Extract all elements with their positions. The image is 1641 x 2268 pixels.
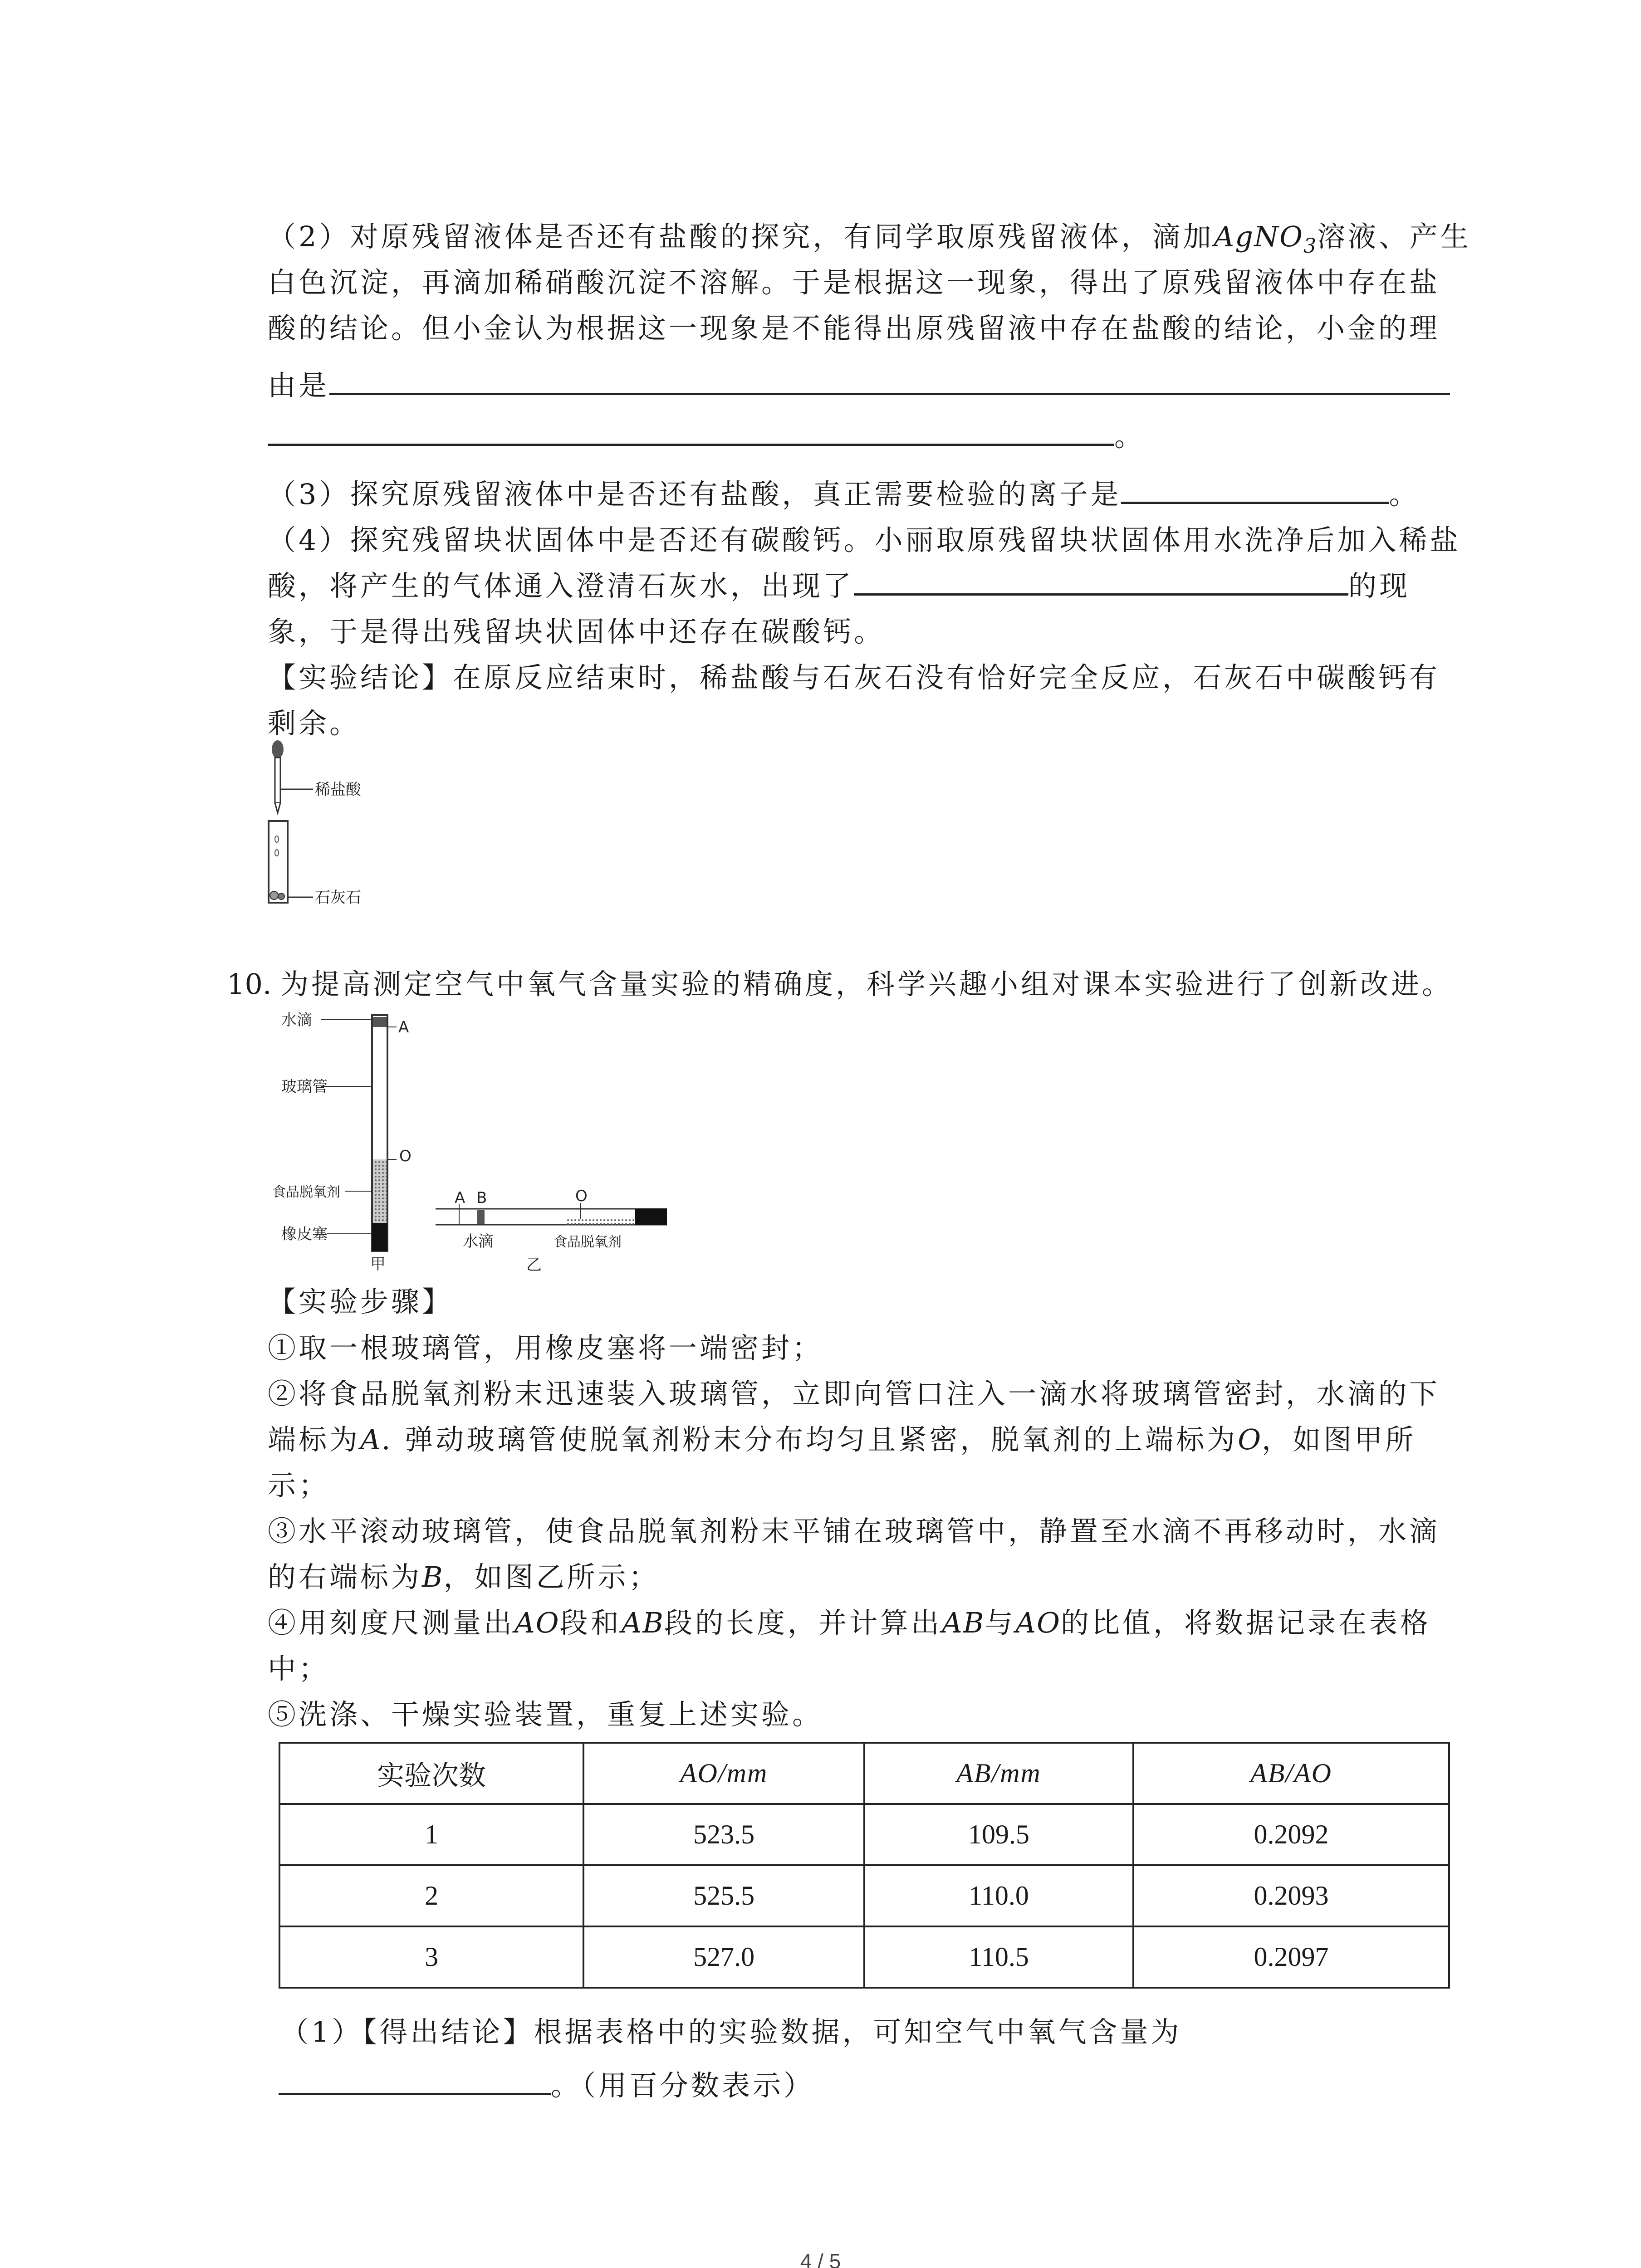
table-cell: 1: [279, 1804, 583, 1865]
answer-blank-phenomenon[interactable]: [854, 567, 1348, 596]
page-number: 4 / 5: [800, 2249, 841, 2268]
text: 的右端标为: [268, 1560, 422, 1593]
test-tube: [269, 821, 288, 903]
text: 的比值，将数据记录在表格: [1060, 1606, 1431, 1639]
text: ，如图乙所示；: [443, 1560, 660, 1593]
text: 段的长度，并计算出: [664, 1606, 942, 1639]
table-cell: 0.2097: [1133, 1926, 1449, 1988]
q9-conclusion-line1: 【实验结论】在原反应结束时，稀盐酸与石灰石没有恰好完全反应，石灰石中碳酸钙有: [268, 661, 1440, 694]
q10-step3-line1: ③水平滚动玻璃管，使食品脱氧剂粉末平铺在玻璃管中，静置至水滴不再移动时，水滴: [268, 1515, 1440, 1548]
formula-subscript: 3: [1303, 235, 1317, 258]
text: 与: [985, 1606, 1016, 1639]
text: AB: [621, 1606, 664, 1639]
label-water-drop-yi: 水滴: [463, 1232, 494, 1251]
water-drop-yi: [477, 1210, 485, 1224]
q10-sub1-line1: （1）【得出结论】根据表格中的实验数据，可知空气中氧气含量为: [280, 2015, 1182, 2048]
text: A: [360, 1423, 382, 1456]
q10-step2-line3: 示；: [268, 1469, 330, 1502]
q9-part2-line5: [268, 414, 1145, 459]
label-o-jia: O: [399, 1147, 411, 1165]
q10-step4-line1: [268, 1600, 1431, 1646]
q9-part2-line4: [268, 363, 1450, 408]
answer-blank-oxygen-content[interactable]: [279, 2067, 551, 2095]
table-row: [279, 1926, 1449, 1988]
table-row: [279, 1865, 1449, 1926]
q9-part4-line3: 象，于是得出残留块状固体中还存在碳酸钙。: [268, 615, 885, 648]
table-cell: 3: [279, 1926, 583, 1988]
q9-conclusion-line2: 剩余。: [268, 707, 361, 740]
label-limestone: 石灰石: [315, 889, 361, 907]
text: . 弹动玻璃管使脱氧剂粉末分布均匀且紧密，脱氧剂的上端标为: [381, 1423, 1238, 1456]
label-deoxidizer-jia: 食品脱氧剂: [272, 1184, 340, 1200]
table-header-row: [279, 1743, 1449, 1804]
table-cell: 109.5: [864, 1804, 1133, 1865]
answer-blank-reason-2[interactable]: [268, 417, 1114, 446]
table-header: AB/mm: [864, 1743, 1133, 1804]
water-drop-jia: [373, 1017, 387, 1027]
text: ④用刻度尺测量出: [268, 1606, 515, 1639]
text: 由是: [268, 369, 330, 402]
caption-jia: 甲: [370, 1255, 386, 1273]
label-deoxidizer-yi: 食品脱氧剂: [554, 1234, 622, 1250]
q9-part4-line1: （4）探究残留块状固体中是否还有碳酸钙。小丽取原残留块状固体用水洗净后加入稀盐: [268, 523, 1461, 557]
label-water-drop: 水滴: [281, 1012, 312, 1029]
table-header: AO/mm: [583, 1743, 864, 1804]
label-o-yi: O: [575, 1187, 588, 1205]
q9-part3: [268, 472, 1420, 517]
table-cell: 2: [279, 1865, 583, 1926]
label-a-yi: A: [455, 1189, 465, 1207]
q10-intro: 为提高测定空气中氧气含量实验的精确度，科学兴趣小组对课本实验进行了创新改进。: [280, 968, 1453, 1001]
figure-oxygen-apparatus: [272, 1012, 681, 1279]
formula-main: AgNO: [1214, 220, 1303, 253]
label-a-jia: A: [398, 1018, 409, 1036]
table-header: AB/AO: [1133, 1743, 1449, 1804]
q10-sub1-line2: [279, 2063, 814, 2108]
rubber-stopper: [372, 1223, 387, 1251]
formula-agno3: [1214, 220, 1317, 258]
q10-number: 10.: [227, 968, 272, 1001]
text: O: [1238, 1423, 1262, 1456]
table-cell: 525.5: [583, 1865, 864, 1926]
table-cell: 527.0: [583, 1926, 864, 1988]
text: B: [422, 1560, 444, 1593]
q10-step4-line2: 中；: [268, 1652, 330, 1685]
dropper-bulb-icon: [272, 740, 284, 758]
table-row: [279, 1804, 1449, 1865]
text: 。: [1389, 478, 1420, 511]
q9-part2-line3: 酸的结论。但小金认为根据这一现象是不能得出原残留液中存在盐酸的结论，小金的理: [268, 312, 1440, 345]
stopper-yi: [635, 1209, 667, 1225]
table-header: 实验次数: [279, 1743, 583, 1804]
answer-blank-ion[interactable]: [1121, 475, 1389, 504]
q9-part4-line2: [268, 563, 1410, 609]
label-dilute-hcl: 稀盐酸: [315, 781, 361, 799]
table-cell: 110.0: [864, 1865, 1133, 1926]
dropper-tube: [275, 758, 280, 803]
caption-yi: 乙: [526, 1256, 542, 1274]
answer-blank-reason-1[interactable]: [329, 367, 1450, 395]
text: 酸，将产生的气体通入澄清石灰水，出现了: [268, 569, 854, 602]
q10-step5: ⑤洗涤、干燥实验装置，重复上述实验。: [268, 1698, 823, 1731]
text: 。（用百分数表示）: [551, 2069, 815, 2102]
dropper-tip: [275, 803, 280, 813]
text: 段和: [559, 1606, 622, 1639]
text: 端标为: [268, 1423, 361, 1456]
text: 。: [1114, 420, 1146, 453]
q10-step2-line2: [268, 1417, 1416, 1462]
deoxidizer-yi: [567, 1219, 635, 1225]
text: （2）对原残留液体是否还有盐酸的探究，有同学取原残留液体，滴加: [268, 220, 1214, 253]
text: AB: [942, 1606, 985, 1639]
text: AO: [514, 1606, 560, 1639]
label-rubber-stopper: 橡皮塞: [281, 1225, 328, 1243]
text: AO: [1015, 1606, 1061, 1639]
q10-step3-line2: [268, 1554, 660, 1600]
text: （3）探究原残留液体中是否还有盐酸，真正需要检验的离子是: [268, 478, 1122, 511]
text: 溶液、产生: [1317, 220, 1472, 253]
q9-part2-line2: 白色沉淀，再滴加稀硝酸沉淀不溶解。于是根据这一现象，得出了原残留液体中存在盐: [268, 266, 1440, 299]
text: ，如图甲所: [1262, 1423, 1416, 1456]
table-cell: 0.2093: [1133, 1865, 1449, 1926]
q10-step1: ①取一根玻璃管，用橡皮塞将一端密封；: [268, 1331, 823, 1364]
table-cell: 110.5: [864, 1926, 1133, 1988]
table-cell: 523.5: [583, 1804, 864, 1865]
data-table: [279, 1742, 1450, 1989]
q10-steps-title: 【实验步骤】: [268, 1285, 453, 1318]
label-b-yi: B: [476, 1189, 487, 1207]
label-glass-tube: 玻璃管: [281, 1078, 328, 1096]
figure-dropper-testtube: [259, 739, 404, 912]
q10-step2-line1: ②将食品脱氧剂粉末迅速装入玻璃管，立即向管口注入一滴水将玻璃管密封，水滴的下: [268, 1377, 1440, 1410]
table-cell: 0.2092: [1133, 1804, 1449, 1865]
text: 的现: [1348, 569, 1411, 602]
